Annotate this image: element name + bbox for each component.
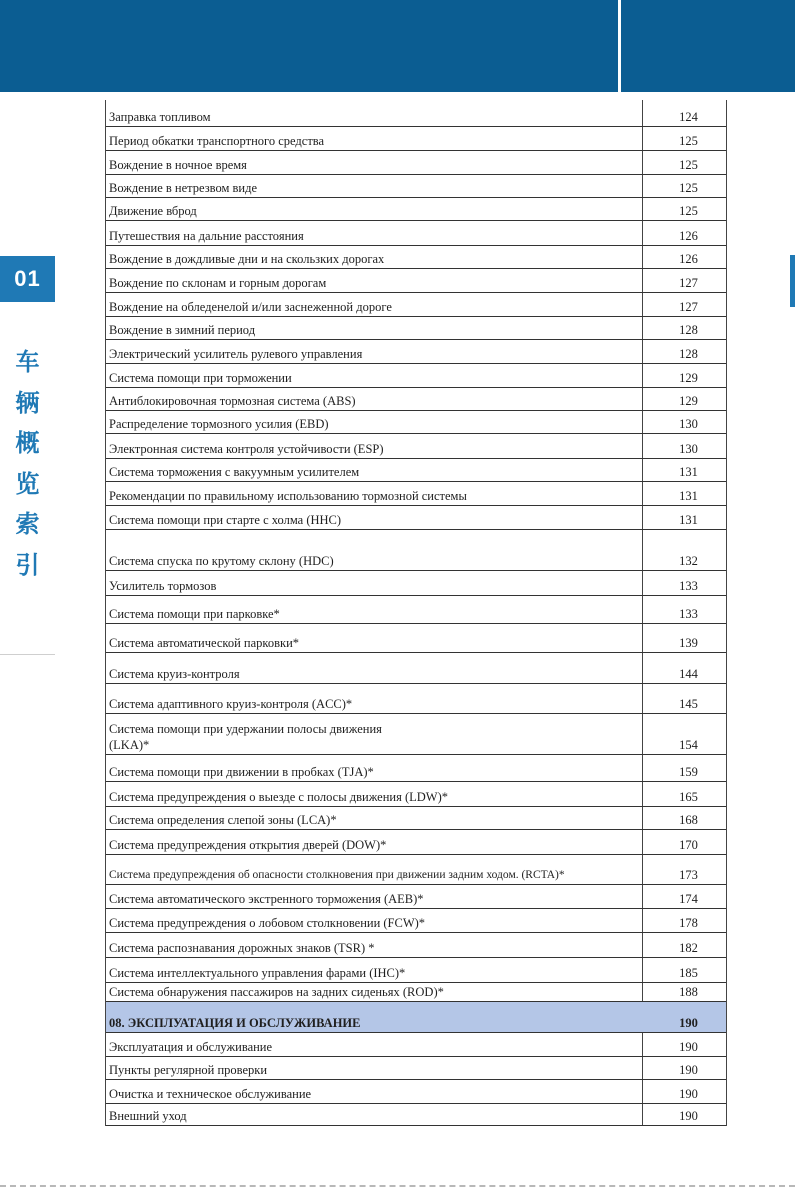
toc-row[interactable] xyxy=(106,755,726,782)
toc-page-number: 168 xyxy=(679,813,698,827)
toc-row[interactable] xyxy=(106,855,726,885)
toc-page-number: 124 xyxy=(679,110,698,124)
toc-entry-title: Вождение по склонам и горным дорогам xyxy=(109,276,327,290)
toc-entry-title: Система автоматической парковки* xyxy=(109,636,300,650)
toc-page-number: 159 xyxy=(679,765,698,779)
toc-row[interactable] xyxy=(106,269,726,293)
toc-entry-title: Вождение в зимний период xyxy=(109,323,256,337)
toc-row[interactable] xyxy=(106,530,726,571)
toc-row[interactable] xyxy=(106,714,726,755)
toc-entry-title: Система автоматического экстренного торможения (AEB)* xyxy=(109,892,424,906)
toc-row[interactable] xyxy=(106,885,726,909)
toc-entry-title: Система торможения с вакуумным усилителем xyxy=(109,465,360,479)
toc-entry-title: Рекомендации по правильному использованию тормозной системы xyxy=(109,489,467,503)
toc-page-number: 128 xyxy=(679,347,698,361)
toc-page-number: 154 xyxy=(679,738,698,752)
toc-row[interactable] xyxy=(106,434,726,459)
chapter-title-char: 辆 xyxy=(15,388,40,417)
toc-row[interactable] xyxy=(106,127,726,151)
toc-row[interactable] xyxy=(106,151,726,175)
toc-row[interactable] xyxy=(106,909,726,933)
toc-page-number: 190 xyxy=(679,1087,698,1101)
toc-entry-title: Система предупреждения об опасности столкновения при движении задним ходом. (RCTA)* xyxy=(109,869,565,881)
toc-entry-title: Вождение в дождливые дни и на скользких дорогах xyxy=(109,252,385,266)
toc-row[interactable] xyxy=(106,364,726,388)
toc-page-number: 144 xyxy=(679,667,698,681)
toc-entry-title: Движение вброд xyxy=(109,204,197,218)
toc-entry-title: Период обкатки транспортного средства xyxy=(109,134,325,148)
toc-entry-title: Система спуска по крутому склону (HDC) xyxy=(109,554,334,568)
toc-page-number: 130 xyxy=(679,417,698,431)
toc-page-number: 127 xyxy=(679,276,698,290)
toc-row[interactable] xyxy=(106,807,726,830)
toc-row[interactable] xyxy=(106,1057,726,1080)
toc-page-number: 190 xyxy=(679,1016,698,1030)
toc-page-number: 188 xyxy=(679,985,698,999)
toc-entry-title: Система помощи при удержании полосы движения (LKA)* xyxy=(109,722,382,752)
toc-entry-title: Система помощи при парковке* xyxy=(109,607,280,621)
toc-row[interactable] xyxy=(106,246,726,269)
toc-page-number: 190 xyxy=(679,1040,698,1054)
toc-page-number: 129 xyxy=(679,394,698,408)
chapter-title-vertical xyxy=(0,342,55,585)
toc-row[interactable] xyxy=(106,684,726,714)
toc-page-number: 131 xyxy=(679,465,698,479)
toc-row[interactable] xyxy=(106,221,726,246)
toc-page-number: 165 xyxy=(679,790,698,804)
toc-row[interactable] xyxy=(106,482,726,506)
toc-page-number: 132 xyxy=(679,554,698,568)
toc-entry-title: Система обнаружения пассажиров на задних сиденьях (ROD)* xyxy=(109,985,444,999)
toc-page-number: 173 xyxy=(679,868,698,882)
toc-row[interactable] xyxy=(106,1033,726,1057)
toc-entry-title: Электрический усилитель рулевого управления xyxy=(109,347,363,361)
toc-row[interactable] xyxy=(106,340,726,364)
toc-row[interactable] xyxy=(106,571,726,596)
toc-entry-title: Вождение в ночное время xyxy=(109,158,247,172)
toc-entry-title: Вождение в нетрезвом виде xyxy=(109,181,258,195)
toc-entry-title: Система распознавания дорожных знаков (TSR) * xyxy=(109,941,375,955)
toc-row[interactable] xyxy=(106,933,726,958)
toc-page-number: 170 xyxy=(679,838,698,852)
toc-row[interactable] xyxy=(106,983,726,1002)
toc-row[interactable] xyxy=(106,1080,726,1104)
toc-page-number: 133 xyxy=(679,607,698,621)
toc-page-number: 125 xyxy=(679,158,698,172)
toc-page-number: 125 xyxy=(679,204,698,218)
chapter-tab[interactable] xyxy=(0,256,55,302)
toc-section-header[interactable] xyxy=(106,1002,726,1033)
toc-entry-title: Распределение тормозного усилия (EBD) xyxy=(109,417,329,431)
chapter-title-char: 概 xyxy=(15,429,40,457)
toc-row[interactable] xyxy=(106,198,726,221)
chapter-title-char: 索 xyxy=(15,510,40,538)
toc-page-number: 131 xyxy=(679,489,698,503)
toc-row[interactable] xyxy=(106,411,726,434)
toc-entry-title: Внешний уход xyxy=(109,1109,187,1123)
toc-row[interactable] xyxy=(106,175,726,198)
page-edge-marker xyxy=(790,255,795,307)
chapter-title-char: 引 xyxy=(15,550,40,579)
toc-row[interactable] xyxy=(106,506,726,530)
chapter-number: 01 xyxy=(14,266,41,291)
toc-entry-title: Система предупреждения о выезде с полосы движения (LDW)* xyxy=(109,790,449,804)
toc-entry-title: Система предупреждения о лобовом столкновении (FCW)* xyxy=(109,916,426,930)
toc-page-number: 127 xyxy=(679,300,698,314)
toc-entry-title: Усилитель тормозов xyxy=(109,579,217,593)
toc-entry-title: Система адаптивного круиз-контроля (ACC)* xyxy=(109,697,353,711)
toc-entry-title: Система помощи при старте с холма (HHC) xyxy=(109,513,342,527)
toc-page-number: 185 xyxy=(679,966,698,980)
toc-entry-title: Антиблокировочная тормозная система (ABS) xyxy=(109,394,356,408)
toc-entry-title: Система помощи при движении в пробках (TJA)* xyxy=(109,765,374,779)
toc-page-number: 139 xyxy=(679,636,698,650)
toc-row[interactable] xyxy=(106,830,726,855)
toc-page-number: 133 xyxy=(679,579,698,593)
toc-page-number: 125 xyxy=(679,134,698,148)
toc-row[interactable] xyxy=(106,388,726,411)
toc-row[interactable] xyxy=(106,1104,726,1126)
toc-page-number: 126 xyxy=(679,252,698,266)
toc-page-number: 129 xyxy=(679,371,698,385)
toc-row[interactable] xyxy=(106,459,726,482)
toc-section-title: 08. ЭКСПЛУАТАЦИЯ И ОБСЛУЖИВАНИЕ xyxy=(109,1016,361,1030)
toc-entry-title: Путешествия на дальние расстояния xyxy=(109,229,304,243)
toc-row[interactable] xyxy=(106,624,726,653)
toc-page-number: 128 xyxy=(679,323,698,337)
toc-entry-title: Система интеллектуального управления фарами (IHC)* xyxy=(109,966,406,980)
header-banner xyxy=(0,0,795,92)
sidebar-divider xyxy=(0,654,55,655)
toc-entry-title: Электронная система контроля устойчивости (ESP) xyxy=(109,442,384,456)
header-banner-divider xyxy=(618,0,621,92)
toc-page-number: 145 xyxy=(679,697,698,711)
toc-row[interactable] xyxy=(106,958,726,983)
toc-entry-title: Очистка и техническое обслуживание xyxy=(109,1087,312,1101)
table-of-contents xyxy=(105,100,727,1126)
toc-page-number: 178 xyxy=(679,916,698,930)
toc-entry-title: Система определения слепой зоны (LCA)* xyxy=(109,813,337,827)
toc-page-number: 126 xyxy=(679,229,698,243)
chapter-title-char: 览 xyxy=(15,469,40,498)
toc-page-number: 190 xyxy=(679,1109,698,1123)
toc-row[interactable] xyxy=(106,317,726,340)
toc-entry-title: Система предупреждения открытия дверей (DOW)* xyxy=(109,838,387,852)
toc-entry-title: Пункты регулярной проверки xyxy=(109,1063,268,1077)
toc-row[interactable] xyxy=(106,596,726,624)
toc-entry-title: Система круиз-контроля xyxy=(109,667,240,681)
toc-page-number: 190 xyxy=(679,1063,698,1077)
toc-row[interactable] xyxy=(106,293,726,317)
toc-entry-title: Вождение на обледенелой и/или заснеженной дороге xyxy=(109,300,392,314)
toc-row[interactable] xyxy=(106,782,726,807)
toc-page-number: 182 xyxy=(679,941,698,955)
toc-page-number: 125 xyxy=(679,181,698,195)
toc-entry-title: Система помощи при торможении xyxy=(109,371,292,385)
toc-entry-title: Заправка топливом xyxy=(109,110,211,124)
toc-page-number: 131 xyxy=(679,513,698,527)
toc-row[interactable] xyxy=(106,653,726,684)
toc-page-number: 130 xyxy=(679,442,698,456)
toc-entry-title: Эксплуатация и обслуживание xyxy=(109,1040,273,1054)
page-bottom-dashes xyxy=(0,1185,795,1187)
toc-page-number: 174 xyxy=(679,892,698,906)
chapter-title-char: 车 xyxy=(15,348,40,376)
toc-row[interactable] xyxy=(106,100,726,127)
